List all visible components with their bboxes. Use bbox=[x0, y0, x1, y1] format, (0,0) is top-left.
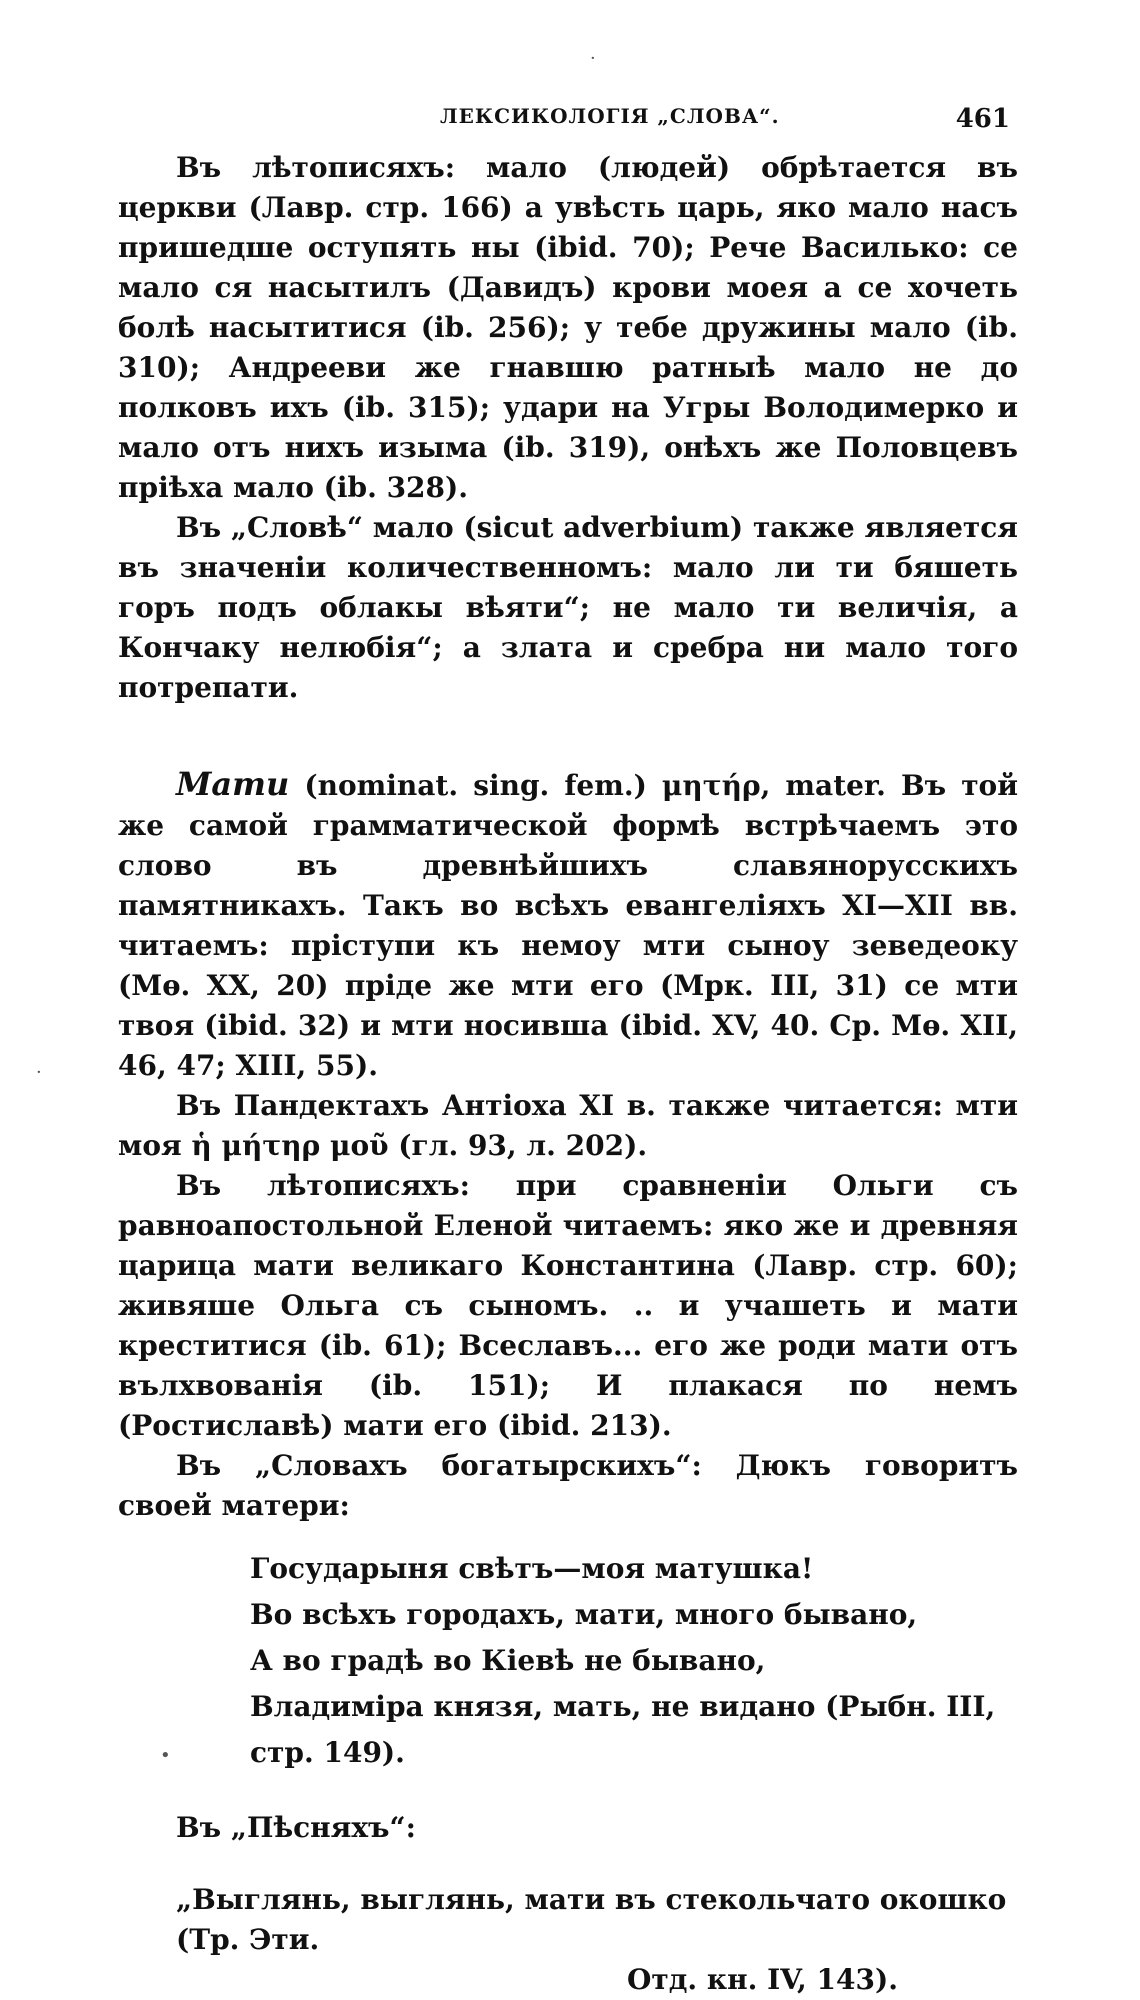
paragraph: Въ „Пѣсняхъ“: bbox=[176, 1811, 416, 1844]
paragraph: Въ „Словахъ богатырскихъ“: Дюкъ говоритъ своей матери: bbox=[118, 1449, 1018, 1522]
quote-line: „Выглянь, выглянь, мати въ стекольчато окошко (Тр. Эти. bbox=[176, 1883, 1007, 1956]
song-quote bbox=[118, 1880, 1018, 2000]
page-number: 461 bbox=[955, 104, 1010, 134]
running-title: ЛЕКСИКОЛОГІЯ „СЛОВА“. bbox=[440, 104, 780, 128]
margin-dot: · bbox=[590, 48, 596, 69]
paragraph: Въ „Словѣ“ мало (sicut adverbium) также является въ значеніи количественномъ: мало ли ти бяшеть горъ подъ облакы вѣяти“; не мало ти величія, а Кончаку нелюбія“; а злата и сребра ни мало того потрепати. bbox=[118, 511, 1018, 704]
verse-line: Владиміра князя, мать, не видано (Рыбн. III, стр. 149). bbox=[250, 1690, 996, 1769]
margin-dot: · bbox=[36, 1062, 42, 1083]
page-header bbox=[190, 104, 1010, 138]
entry-text: (nominat. sing. fem.) μητήρ, mater. Въ той же самой грамматической формѣ встрѣчаемъ это слово въ древнѣйшихъ славянорусскихъ памятникахъ. Такъ во всѣхъ евангеліяхъ XI—XII вв. читаемъ: пріступи къ немоу мти сыноу зеведеоку (Мѳ. XX, 20) пріде же мти его (Мрк. III, 31) се мти твоя (ibid. 32) и мти носивша (ibid. XV, 40. Ср. Мѳ. XII, 46, 47; XIII, 55). bbox=[118, 769, 1018, 1082]
body-text bbox=[118, 148, 1018, 2000]
verse-line: А во градѣ во Кіевѣ не бывано, bbox=[250, 1644, 766, 1677]
verse-line: Во всѣхъ городахъ, мати, много бывано, bbox=[250, 1598, 918, 1631]
quote-line: Отд. кн. IV, 143). bbox=[627, 1963, 898, 1996]
verse-quote bbox=[118, 1546, 1018, 1776]
verse-line: Государыня свѣтъ—моя матушка! bbox=[250, 1552, 814, 1585]
paragraph: Въ Пандектахъ Антіоха XI в. также читается: мти моя ἡ μήτηρ μοῦ (гл. 93, л. 202). bbox=[118, 1089, 1018, 1162]
margin-dot: • bbox=[160, 1745, 171, 1766]
entry-paragraph bbox=[118, 764, 1018, 1086]
headword: Мати bbox=[176, 765, 290, 803]
paragraph: Въ лѣтописяхъ: мало (людей) обрѣтается въ церкви (Лавр. стр. 166) а увѣсть царь, яко мало насъ пришедше оступять ны (ibid. 70); Рече Василько: се мало ся насытилъ (Давидъ) крови моея а се хочеть болѣ насытитися (ib. 256); у тебе дружины мало (ib. 310); Андрееви же гнавшю ратныѣ мало не до полковъ ихъ (ib. 315); удари на Угры Володимерко и мало отъ нихъ изыма (ib. 319), онѣхъ же Половцевъ пріѣха мало (ib. 328). bbox=[118, 151, 1018, 504]
paragraph: Въ лѣтописяхъ: при сравненіи Ольги съ равноапостольной Еленой читаемъ: яко же и древняя царица мати великаго Константина (Лавр. стр. 60); живяше Ольга съ сыномъ. .. и учашеть и мати креститися (ib. 61); Всеславъ... его же роди мати отъ вълхвованія (ib. 151); И плакася по немъ (Ростиславѣ) мати его (ibid. 213). bbox=[118, 1169, 1018, 1442]
